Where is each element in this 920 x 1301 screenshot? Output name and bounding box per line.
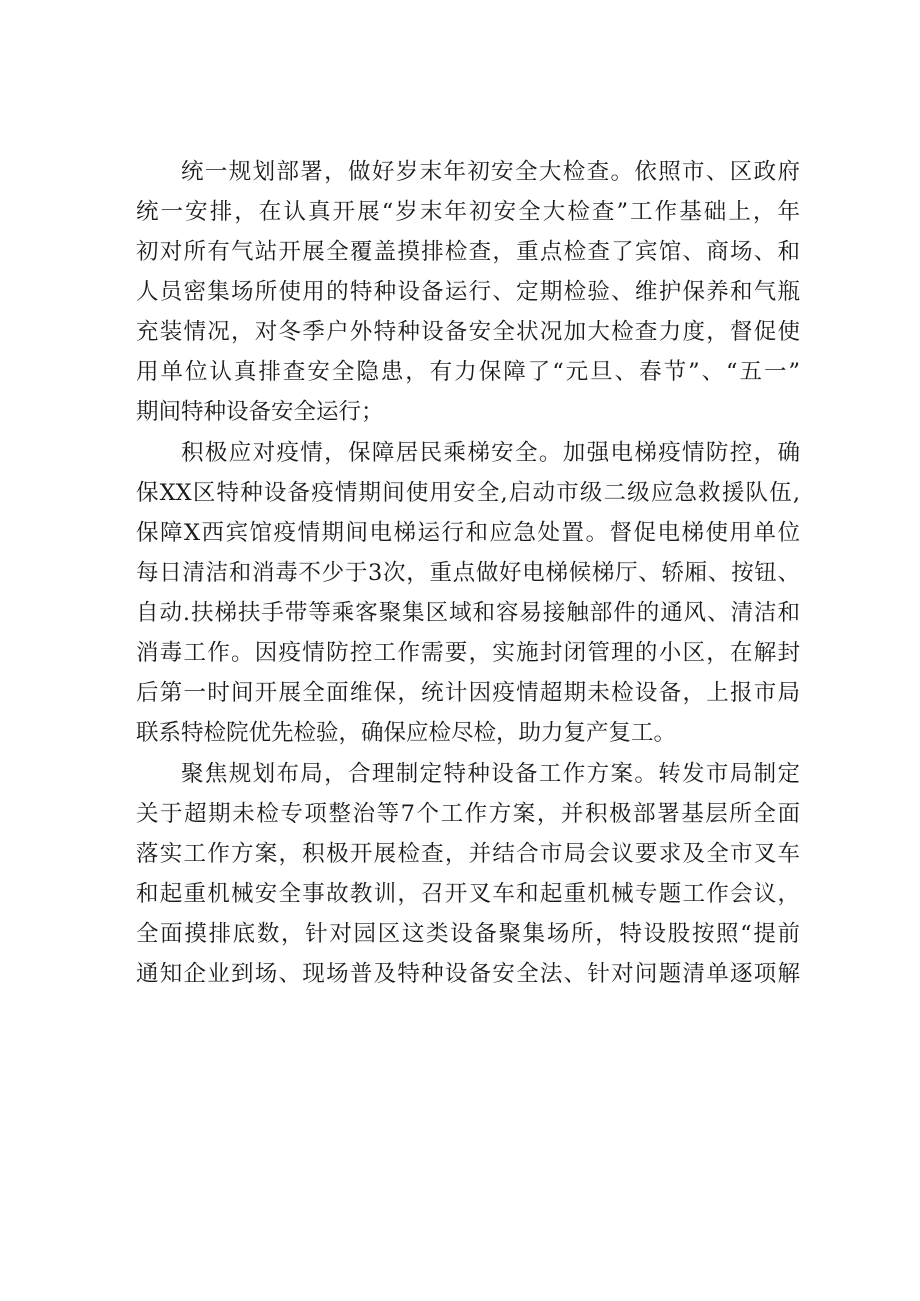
text-line: 统一规划部署，做好岁末年初安全大检查。依照市、区政府 (181, 159, 800, 185)
text-line: 关于超期未检专项整治等7个工作方案，并积极部署基层所全面 (136, 801, 800, 827)
text-line: 每日清洁和消毒不少于3次，重点做好电梯候梯厅、轿厢、按钮、 (136, 560, 800, 586)
text-line: 消毒工作。因疫情防控工作需要，实施封闭管理的小区，在解封 (136, 640, 800, 666)
text-line: 联系特检院优先检验，确保应检尽检，助力复产复工。 (136, 720, 677, 746)
text-line: 充装情况，对冬季户外特种设备安全状况加大检查力度，督促使 (136, 319, 800, 345)
text-line: 落实工作方案，积极开展检查，并结合市局会议要求及全市叉车 (136, 841, 800, 867)
text-line: 自动.扶梯扶手带等乘客聚集区域和容易接触部件的通风、清洁和 (136, 600, 800, 626)
text-line: 用单位认真排查安全隐患，有力保障了“元旦、春节”、“五一” (136, 359, 800, 385)
text-line: 通知企业到场、现场普及特种设备安全法、针对问题清单逐项解 (136, 961, 800, 987)
text-line: 全面摸排底数，针对园区这类设备聚集场所，特设股按照“提前 (136, 921, 800, 947)
paragraph-3 (136, 754, 800, 994)
text-line: 和起重机械安全事故教训，召开叉车和起重机械专题工作会议， (136, 881, 800, 907)
text-line: 人员密集场所使用的特种设备运行、定期检验、维护保养和气瓶 (136, 279, 800, 305)
text-line: 聚焦规划布局，合理制定特种设备工作方案。转发市局制定 (181, 761, 800, 787)
text-line: 期间特种设备安全运行； (136, 399, 384, 425)
paragraph-2 (136, 433, 800, 753)
paragraph-1 (136, 152, 800, 432)
text-line: 初对所有气站开展全覆盖摸排检查，重点检查了宾馆、商场、和 (136, 239, 800, 265)
text-line: 积极应对疫情，保障居民乘梯安全。加强电梯疫情防控，确 (181, 440, 800, 466)
text-line: 统一安排，在认真开展“岁末年初安全大检查”工作基础上，年 (136, 199, 800, 225)
text-line: 保障X西宾馆疫情期间电梯运行和应急处置。督促电梯使用单位 (136, 520, 800, 546)
text-line: 后第一时间开展全面维保，统计因疫情超期未检设备，上报市局 (136, 680, 800, 706)
document-body (136, 152, 800, 995)
text-line: 保XX区特种设备疫情期间使用安全,启动市级二级应急救援队伍, (136, 480, 800, 506)
